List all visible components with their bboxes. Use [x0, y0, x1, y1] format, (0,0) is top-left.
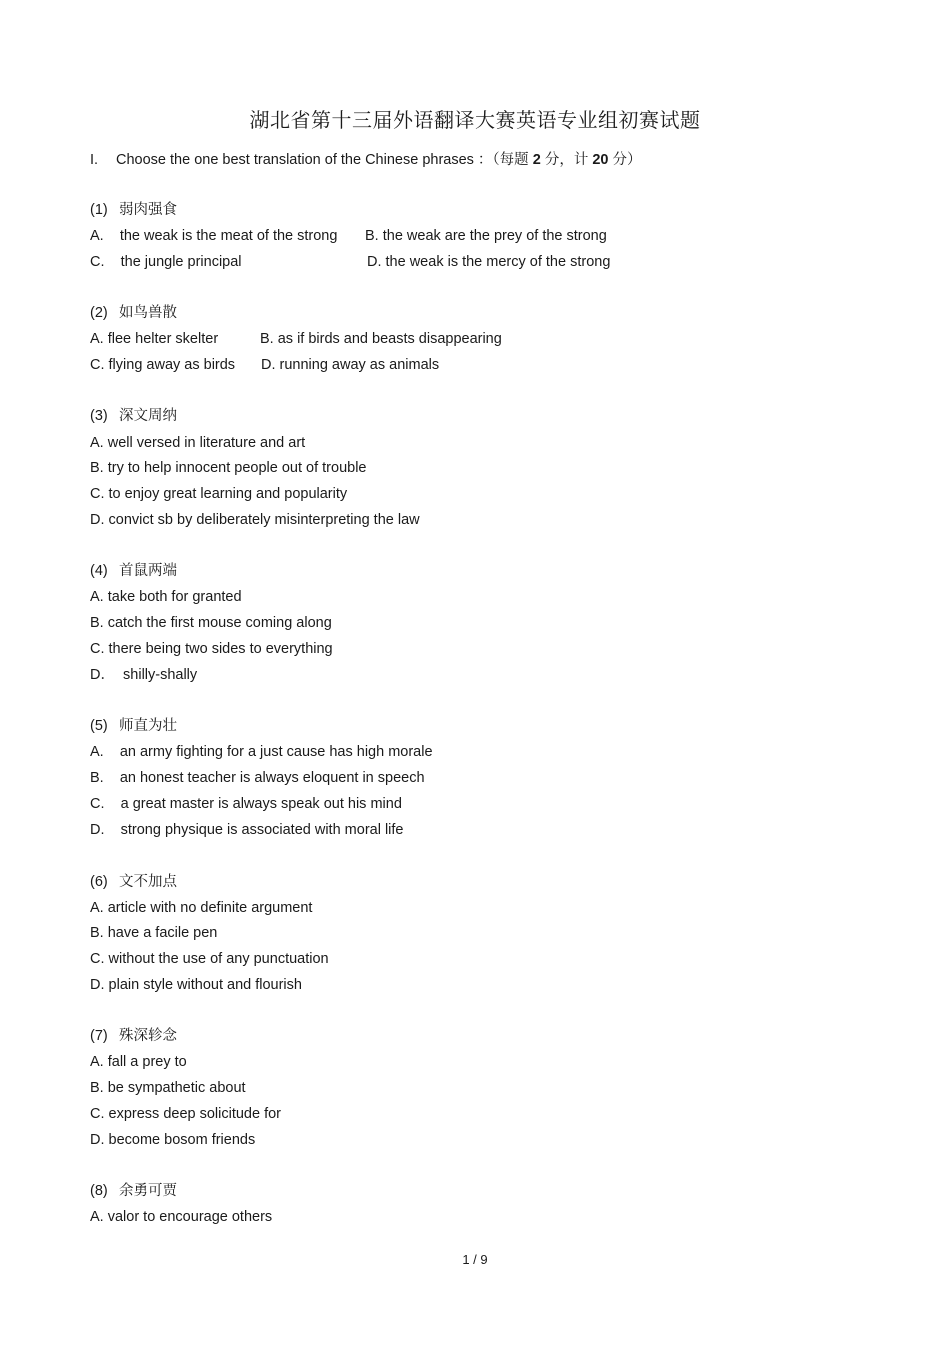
option-c: C. the jungle principal — [90, 254, 242, 270]
option-a: A. the weak is the meat of the strong — [90, 228, 338, 244]
option-row — [90, 356, 590, 374]
section-heading — [90, 148, 642, 169]
option-d: D. plain style without and flourish — [90, 977, 302, 993]
question-number: (2) — [90, 305, 108, 321]
section-number: I. — [90, 152, 99, 168]
option-c: C. there being two sides to everything — [90, 641, 333, 657]
question-number: (6) — [90, 874, 108, 890]
option-c: C. without the use of any punctuation — [90, 951, 329, 967]
option-b: B. try to help innocent people out of trouble — [90, 460, 367, 476]
question-phrase: 余勇可贾 — [119, 1183, 177, 1199]
question-1-heading — [90, 201, 177, 219]
section-instruction: Choose the one best translation of the Chinese phrases ：（每题 — [116, 152, 529, 168]
question-phrase: 如鸟兽散 — [119, 305, 177, 321]
option-b: B. the weak are the prey of the strong — [365, 228, 607, 244]
option-row — [90, 253, 650, 271]
page-indicator: 1 / 9 — [462, 1252, 488, 1267]
option-a: A. article with no definite argument — [90, 900, 313, 916]
option-row — [90, 227, 650, 245]
question-number: (1) — [90, 202, 108, 218]
option-d: D. become bosom friends — [90, 1132, 256, 1148]
option-b: B. be sympathetic about — [90, 1080, 246, 1096]
option-c: C. express deep solicitude for — [90, 1106, 282, 1122]
question-phrase: 文不加点 — [119, 874, 177, 890]
question-number: (4) — [90, 563, 108, 579]
question-5-heading — [90, 717, 177, 735]
points-mid: 分，计 — [544, 152, 589, 168]
option-a: A. take both for granted — [90, 589, 242, 605]
option-a: A. well versed in literature and art — [90, 435, 306, 451]
question-phrase: 深文周纳 — [119, 408, 177, 424]
option-b: B. catch the first mouse coming along — [90, 615, 332, 631]
question-number: (7) — [90, 1028, 108, 1044]
points-total: 20 — [592, 152, 609, 168]
option-c: C. flying away as birds — [90, 357, 236, 373]
question-phrase: 师直为壮 — [119, 718, 177, 734]
option-d: D. running away as animals — [261, 357, 440, 373]
option-c: C. a great master is always speak out his mind — [90, 796, 402, 812]
option-d: D. strong physique is associated with moral life — [90, 822, 404, 838]
question-phrase: 殊深轸念 — [119, 1028, 177, 1044]
question-4-heading — [90, 562, 177, 580]
page-title: 湖北省第十三届外语翻译大赛英语专业组初赛试题 — [249, 108, 701, 132]
question-8-heading — [90, 1182, 177, 1200]
question-number: (5) — [90, 718, 108, 734]
option-row — [90, 330, 590, 348]
option-b: B. an honest teacher is always eloquent in speech — [90, 770, 425, 786]
option-a: A. fall a prey to — [90, 1054, 187, 1070]
option-d: D． shilly-shally — [90, 667, 198, 683]
question-2-heading — [90, 304, 177, 322]
option-b: B. have a facile pen — [90, 925, 218, 941]
option-c: C. to enjoy great learning and popularity — [90, 486, 348, 502]
option-a: A. valor to encourage others — [90, 1209, 273, 1225]
question-7-heading — [90, 1027, 177, 1045]
option-d: D. the weak is the mercy of the strong — [367, 254, 611, 270]
points-end: 分） — [612, 152, 642, 168]
question-phrase: 弱肉强食 — [119, 202, 177, 218]
option-a: A. an army fighting for a just cause has high morale — [90, 744, 433, 760]
question-number: (8) — [90, 1183, 108, 1199]
question-phrase: 首鼠两端 — [119, 563, 177, 579]
question-6-heading — [90, 873, 177, 891]
option-d: D. convict sb by deliberately misinterpreting the law — [90, 512, 420, 528]
question-number: (3) — [90, 408, 108, 424]
option-b: B. as if birds and beasts disappearing — [260, 331, 502, 347]
question-3-heading — [90, 407, 177, 425]
points-each: 2 — [532, 152, 541, 168]
option-a: A. flee helter skelter — [90, 331, 219, 347]
